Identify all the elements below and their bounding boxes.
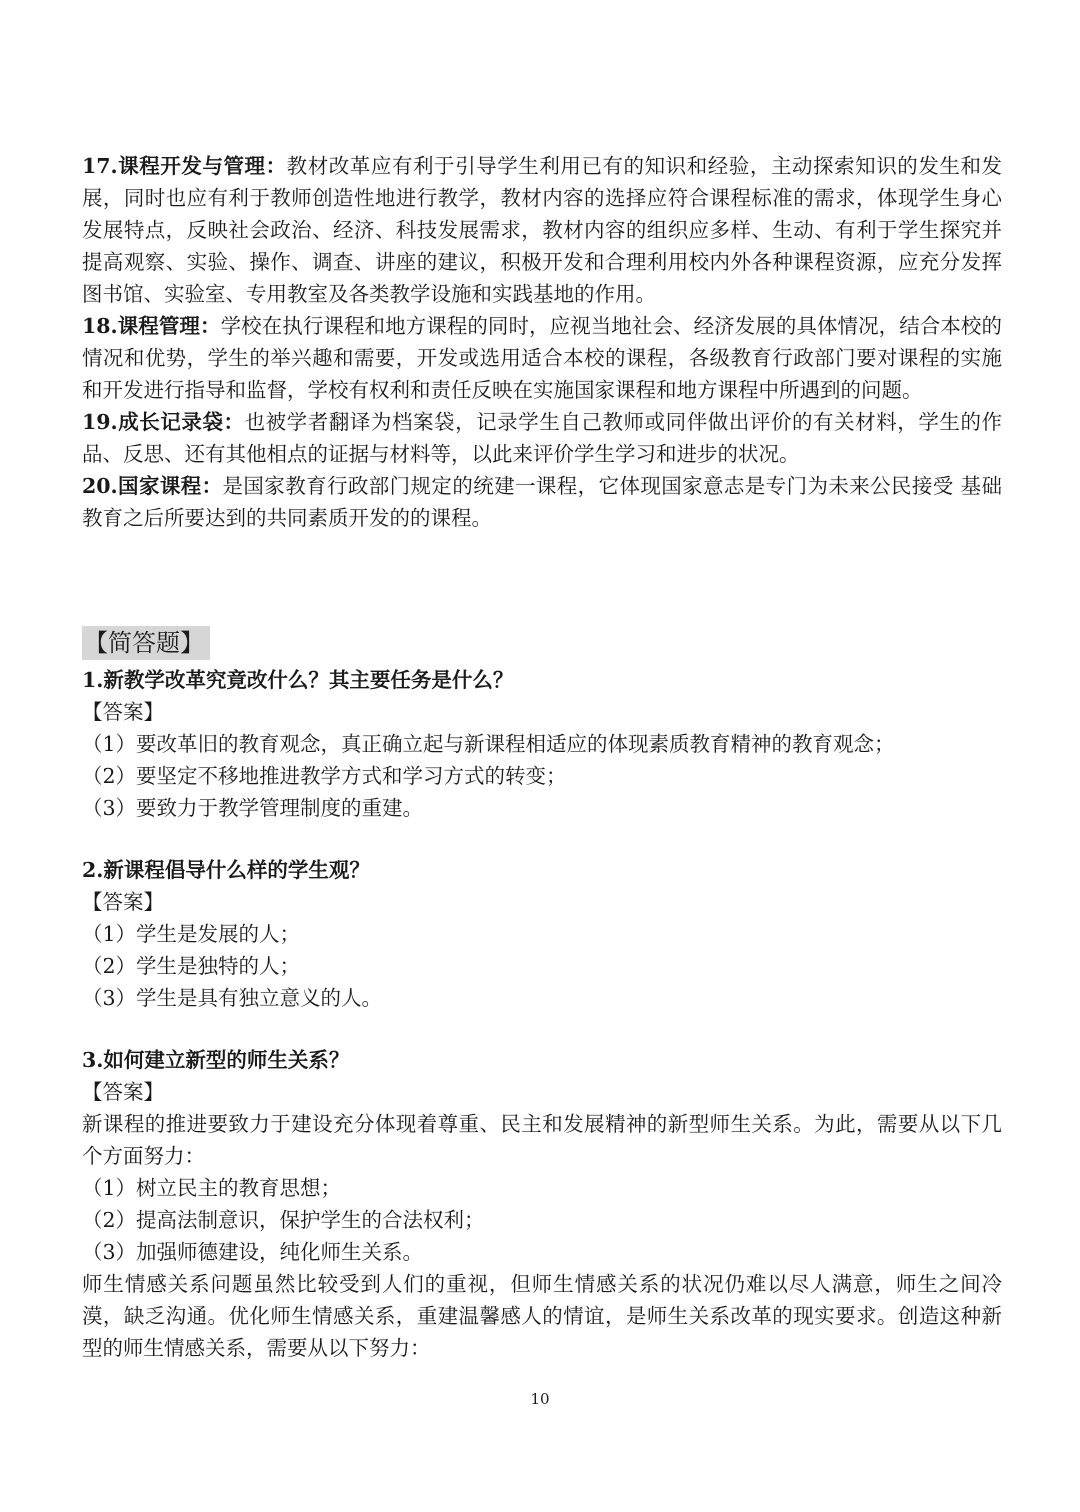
answer-item: （1）要改革旧的教育观念，真正确立起与新课程相适应的体现素质教育精神的教育观念； xyxy=(82,732,895,756)
answer-label: 【答案】 xyxy=(82,890,164,914)
answer-intro: 新课程的推进要致力于建设充分体现着尊重、民主和发展精神的新型师生关系。为此，需要从以下几个方面努力： xyxy=(82,1112,1002,1168)
definition-term: 17.课程开发与管理： xyxy=(82,154,287,178)
question-title: 2.新课程倡导什么样的学生观？ xyxy=(82,858,370,882)
page-number: 10 xyxy=(530,1390,550,1408)
answer-item: （1）树立民主的教育思想； xyxy=(82,1176,342,1200)
question-spacer xyxy=(82,1014,1002,1044)
question-title: 1.新教学改革究竟改什么？其主要任务是什么？ xyxy=(82,668,514,692)
document-page xyxy=(82,150,1002,1364)
section-heading: 【简答题】 xyxy=(82,626,210,660)
answer-item: （3）学生是具有独立意义的人。 xyxy=(82,986,383,1010)
answer-item: （3）加强师德建设，纯化师生关系。 xyxy=(82,1240,424,1264)
definition-text: 也被学者翻译为档案袋，记录学生自己教师或同伴做出评价的有关材料，学生的作品、反思、还有其他相点的证据与材料等，以此来评价学生学习和进步的状况。 xyxy=(82,410,1003,466)
definition-term: 19.成长记录袋： xyxy=(82,410,245,434)
answer-item: （1）学生是发展的人； xyxy=(82,922,301,946)
definition-17 xyxy=(82,150,1002,310)
answer-item: （3）要致力于教学管理制度的重建。 xyxy=(82,796,424,820)
definition-19 xyxy=(82,406,1002,470)
definition-20 xyxy=(82,470,1002,534)
answer-item: （2）学生是独特的人； xyxy=(82,954,301,978)
question-spacer xyxy=(82,824,1002,854)
definition-term: 18.课程管理： xyxy=(82,314,221,338)
answer-label: 【答案】 xyxy=(82,700,164,724)
answer-item: （2）要坚定不移地推进教学方式和学习方式的转变； xyxy=(82,764,567,788)
question-title: 3.如何建立新型的师生关系？ xyxy=(82,1048,350,1072)
definition-text: 是国家教育行政部门规定的统建一课程，它体现国家意志是专门为未来公民接受 基础教育之后所要达到的共同素质开发的的课程。 xyxy=(82,474,1002,530)
section-spacer xyxy=(82,534,1002,626)
answer-item: （2）提高法制意识，保护学生的合法权利； xyxy=(82,1208,485,1232)
definition-text: 教材改革应有利于引导学生利用已有的知识和经验，主动探索知识的发生和发展，同时也应有利于教师创造性地进行教学，教材内容的选择应符合课程标准的需求，体现学生身心发展特点，反映社会政治、经济、科技发展需求，教材内容的组织应多样、生动、有利于学生探究并提高观察、实验、操作、调查、讲座的建议，积极开发和合理利用校内外各种课程资源，应充分发挥图书馆、实验室、专用教室及各类教学设施和实践基地的作用。 xyxy=(82,154,1002,306)
definition-term: 20.国家课程： xyxy=(82,474,223,498)
answer-outro: 师生情感关系问题虽然比较受到人们的重视，但师生情感关系的状况仍难以尽人满意，师生之间冷漠，缺乏沟通。优化师生情感关系，重建温馨感人的情谊，是师生关系改革的现实要求。创造这种新型的师生情感关系，需要从以下努力： xyxy=(82,1272,1002,1360)
answer-label: 【答案】 xyxy=(82,1080,164,1104)
definition-text: 学校在执行课程和地方课程的同时，应视当地社会、经济发展的具体情况，结合本校的情况和优势，学生的举兴趣和需要，开发或选用适合本校的课程，各级教育行政部门要对课程的实施和开发进行指导和监督，学校有权利和责任反映在实施国家课程和地方课程中所遇到的问题。 xyxy=(82,314,1002,402)
definition-18 xyxy=(82,310,1002,406)
